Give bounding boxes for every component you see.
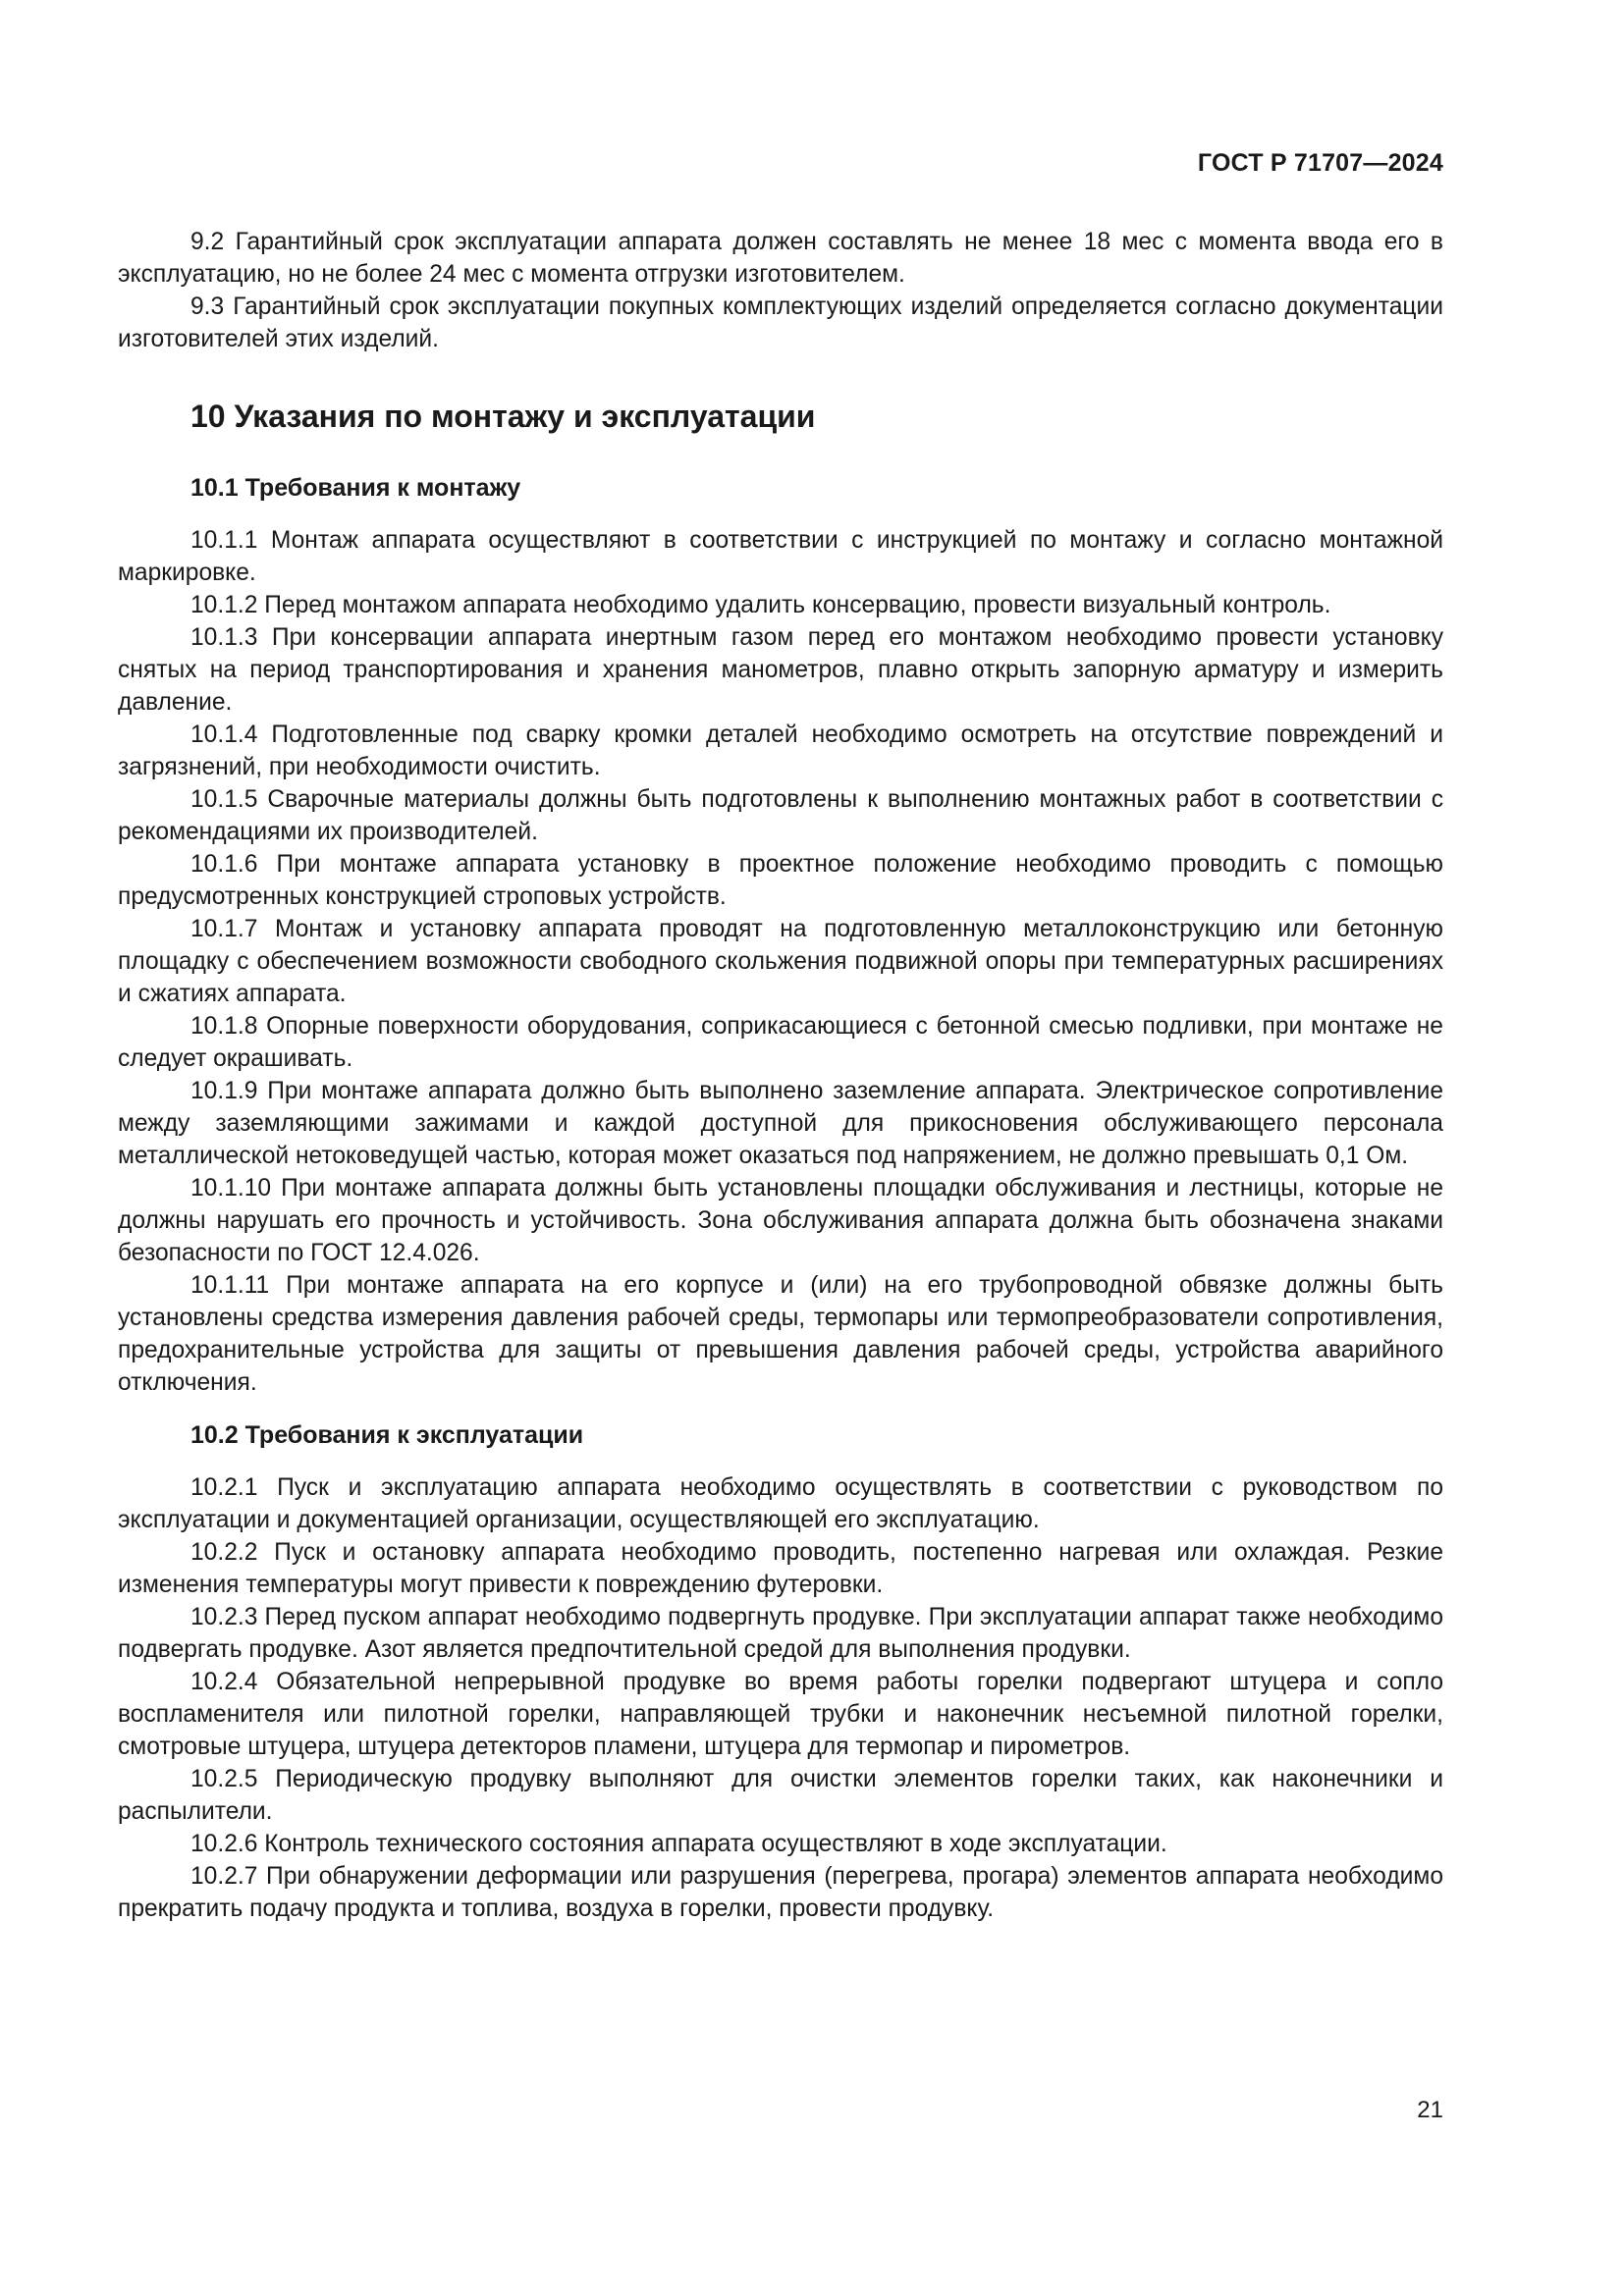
paragraph-10-1-5: 10.1.5 Сварочные материалы должны быть подготовлены к выполнению монтажных работ в соответствии с рекомендациями их производителей. [118,786,1443,845]
paragraph-10-1-7: 10.1.7 Монтаж и установку аппарата проводят на подготовленную металлоконструкцию или бетонную площадку с обеспечением возможности свободного скольжения подвижной опоры при температурных расширениях и сжатиях аппарата. [118,916,1443,1007]
paragraph-10-1-3: 10.1.3 При консервации аппарата инертным газом перед его монтажом необходимо провести установку снятых на период транспортирования и хранения манометров, плавно открыть запорную арматуру и измерить давление. [118,624,1443,716]
document-code-header: ГОСТ Р 71707—2024 [1197,149,1443,177]
paragraph-10-1-1: 10.1.1 Монтаж аппарата осуществляют в соответствии с инструкцией по монтажу и согласно монтажной маркировке. [118,527,1443,586]
paragraph-10-1-11: 10.1.11 При монтаже аппарата на его корпусе и (или) на его трубопроводной обвязке должны быть установлены средства измерения давления рабочей среды, термопары или термопреобразователи сопротивления, предохранительные устройства для защиты от превышения давления рабочей среды, устройства аварийного отключения. [118,1272,1443,1396]
page-number: 21 [1417,2097,1443,2123]
section-10-heading: 10 Указания по монтажу и эксплуатации [190,399,816,434]
paragraph-10-2-6: 10.2.6 Контроль технического состояния аппарата осуществляют в ходе эксплуатации. [190,1831,1167,1857]
paragraph-10-1-9: 10.1.9 При монтаже аппарата должно быть выполнено заземление аппарата. Электрическое сопротивление между заземляющими зажимами и каждой доступной для прикосновения обслуживающего персонала металлической нетоковедущей частью, которая может оказаться под напряжением, не должно превышать 0,1 Ом. [118,1078,1443,1169]
paragraph-10-1-10: 10.1.10 При монтаже аппарата должны быть установлены площадки обслуживания и лестницы, которые не должны нарушать его прочность и устойчивость. Зона обслуживания аппарата должна быть обозначена знаками безопасности по ГОСТ 12.4.026. [118,1175,1443,1266]
paragraph-10-1-2: 10.1.2 Перед монтажом аппарата необходимо удалить консервацию, провести визуальный контроль. [190,592,1331,618]
paragraph-9-3: 9.3 Гарантийный срок эксплуатации покупных комплектующих изделий определяется согласно документации изготовителей этих изделий. [118,294,1443,352]
paragraph-10-2-3: 10.2.3 Перед пуском аппарат необходимо подвергнуть продувке. При эксплуатации аппарат также необходимо подвергать продувке. Азот является предпочтительной средой для выполнения продувки. [118,1604,1443,1663]
paragraph-10-1-4: 10.1.4 Подготовленные под сварку кромки деталей необходимо осмотреть на отсутствие повреждений и загрязнений, при необходимости очистить. [118,721,1443,780]
paragraph-10-2-1: 10.2.1 Пуск и эксплуатацию аппарата необходимо осуществлять в соответствии с руководством по эксплуатации и документацией организации, осуществляющей его эксплуатацию. [118,1474,1443,1533]
subsection-10-1-heading: 10.1 Требования к монтажу [190,474,521,502]
paragraph-10-2-5: 10.2.5 Периодическую продувку выполняют для очистки элементов горелки таких, как наконечники и распылители. [118,1766,1443,1825]
page-content [118,226,1443,1925]
paragraph-10-2-4: 10.2.4 Обязательной непрерывной продувке во время работы горелки подвергают штуцера и сопло воспламенителя или пилотной горелки, направляющей трубки и наконечник несъемной пилотной горелки, смотровые штуцера, штуцера детекторов пламени, штуцера для термопар и пирометров. [118,1669,1443,1760]
paragraph-10-1-8: 10.1.8 Опорные поверхности оборудования, соприкасающиеся с бетонной смесью подливки, при монтаже не следует окрашивать. [118,1013,1443,1072]
paragraph-10-2-7: 10.2.7 При обнаружении деформации или разрушения (перегрева, прогара) элементов аппарата необходимо прекратить подачу продукта и топлива, воздуха в горелки, провести продувку. [118,1863,1443,1922]
paragraph-10-2-2: 10.2.2 Пуск и остановку аппарата необходимо проводить, постепенно нагревая или охлаждая. Резкие изменения температуры могут привести к повреждению футеровки. [118,1539,1443,1598]
document-page [118,0,1443,2296]
paragraph-9-2: 9.2 Гарантийный срок эксплуатации аппарата должен составлять не менее 18 мес с момента ввода его в эксплуатацию, но не более 24 мес с момента отгрузки изготовителем. [118,229,1443,288]
subsection-10-2-heading: 10.2 Требования к эксплуатации [190,1421,584,1449]
paragraph-10-1-6: 10.1.6 При монтаже аппарата установку в проектное положение необходимо проводить с помощью предусмотренных конструкцией строповых устройств. [118,851,1443,910]
